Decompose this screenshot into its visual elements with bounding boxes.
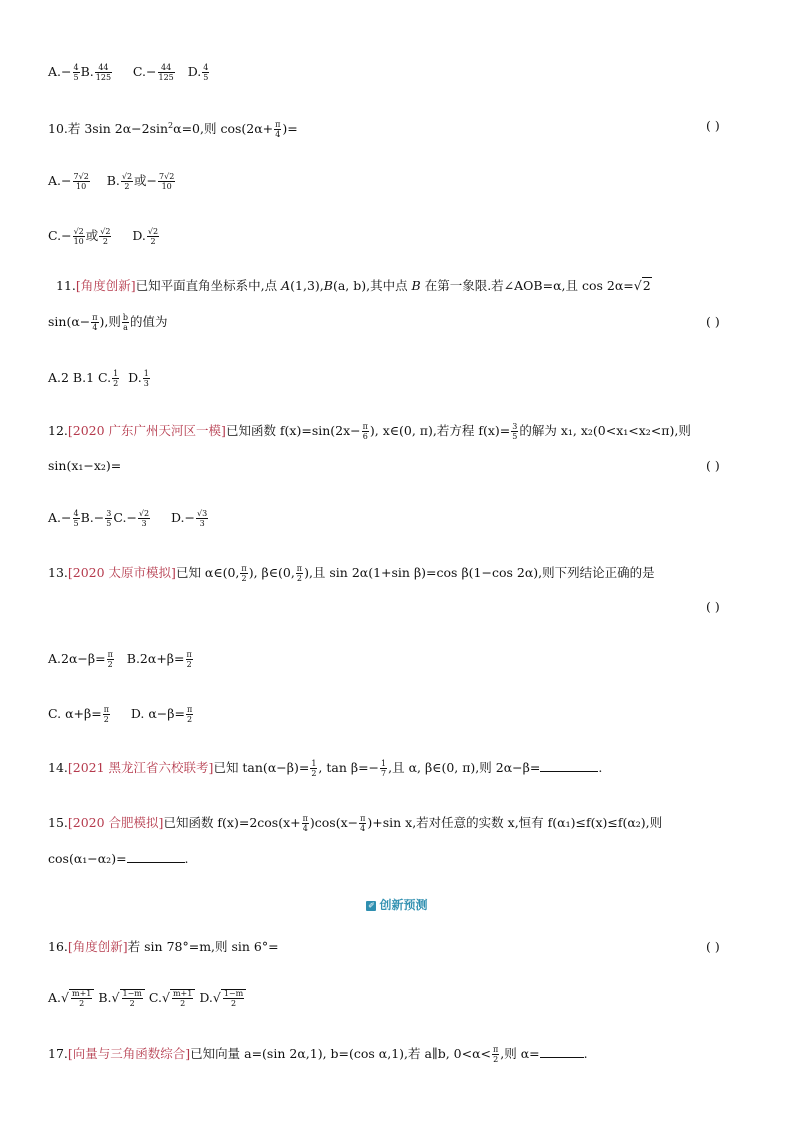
fraction: $\frac{4}{5}$: [73, 509, 79, 528]
q15-stem-line2: cos(α₁−α₂)= .: [48, 851, 189, 866]
q17-stem: 17.[向量与三角函数综合]已知向量 a=(sin 2α,1), b=(cos α,1),若 a∥b, 0<α< $\frac{\pi}{2}$ ,则 α= .: [48, 1045, 588, 1064]
fraction: $\frac{√2}{3}$: [138, 509, 150, 528]
q11-stem: 11.[角度创新]已知平面直角坐标系中,点 A(1,3),B(a, b),其中点 B 在第一象限.若∠AOB=α,且 cos 2α=√2: [56, 278, 651, 293]
fraction: $\frac{\pi}{6}$: [362, 422, 368, 441]
pencil-icon: ✐: [368, 900, 375, 910]
fraction: $\frac{\pi}{4}$: [302, 814, 308, 833]
question-tag: [向量与三角函数综合]: [67, 1046, 191, 1061]
q9-options: A.− $\frac{4}{5}$ B. $\frac{44}{125}$ C.− $\frac{44}{125}$ D. $\frac{4}{5}$: [48, 63, 209, 82]
q13-options-ab: A.2α−β= $\frac{\pi}{2}$ B.2α+β= $\frac{\pi}{2}$: [48, 650, 192, 669]
answer-blank[interactable]: [127, 850, 185, 863]
q12-stem: 12.[2020 广东广州天河区一模]已知函数 f(x)=sin(2x− $\frac{\pi}{6}$ ), x∈(0, π),若方程 f(x)= $\frac{3}{5}$ 的解为 x₁, x₂(0<x₁<x₂<π),则: [48, 422, 691, 441]
q14-stem: 14.[2021 黑龙江省六校联考]已知 tan(α−β)= $\frac{1}{2}$ , tan β=− $\frac{1}{7}$ ,且 α, β∈(0, π),则 2α−β= .: [48, 759, 603, 778]
q13-options-cd: C. α+β= $\frac{\pi}{2}$ D. α−β= $\frac{\pi}{2}$: [48, 705, 193, 724]
fraction: $\frac{1}{3}$: [143, 369, 149, 388]
fraction: $\frac{m+1}{2}$: [172, 989, 193, 1008]
question-tag: [2021 黑龙江省六校联考]: [67, 760, 214, 775]
fraction: $\frac{\pi}{2}$: [186, 650, 192, 669]
square-root: √2: [633, 278, 651, 293]
fraction: $\frac{44}{125}$: [95, 63, 112, 82]
question-tag: [2020 广东广州天河区一模]: [67, 423, 226, 438]
q12-stem-line2: sin(x₁−x₂)=: [48, 458, 122, 473]
fraction: $\frac{√2}{2}$: [121, 172, 133, 191]
fraction: $\frac{√2}{2}$: [147, 227, 159, 246]
question-tag: [角度创新]: [75, 278, 136, 293]
q13-answer-bracket: ( ): [706, 599, 720, 614]
fraction: $\frac{\pi}{2}$: [103, 705, 109, 724]
fraction: $\frac{7√2}{10}$: [73, 172, 89, 191]
fraction: $\frac{m+1}{2}$: [71, 989, 92, 1008]
q16-options: A.√ $\frac{m+1}{2}$ B.√ $\frac{1-m}{2}$ C.√ $\frac{m+1}{2}$ D.√ $\frac{1-m}{2}$: [48, 988, 246, 1008]
fraction: $\frac{44}{125}$: [158, 63, 174, 82]
question-tag: [角度创新]: [67, 939, 128, 954]
question-tag: [2020 合肥模拟]: [67, 815, 164, 830]
fraction: $\frac{\pi}{4}$: [360, 814, 366, 833]
q11-stem-line2: sin(α− $\frac{\pi}{4}$ ),则 $\frac{b}{a}$ 的值为: [48, 313, 168, 332]
answer-blank[interactable]: [540, 759, 598, 772]
fraction: $\frac{\pi}{2}$: [296, 564, 303, 583]
fraction: $\frac{1}{7}$: [381, 759, 387, 778]
fraction: $\frac{3}{5}$: [106, 509, 112, 528]
square-root: √ $\frac{1-m}{2}$: [213, 989, 246, 1005]
fraction: $\frac{\pi}{4}$: [92, 313, 98, 332]
fraction: $\frac{1-m}{2}$: [223, 989, 244, 1008]
q10-options-cd: C.− $\frac{√2}{10}$ 或 $\frac{√2}{2}$ D. $\frac{√2}{2}$: [48, 227, 159, 246]
fraction: $\frac{7√2}{10}$: [159, 172, 175, 191]
q16-stem: 16.[角度创新]若 sin 78°=m,则 sin 6°=: [48, 939, 279, 954]
fraction: $\frac{4}{5}$: [203, 63, 209, 82]
fraction: $\frac{\pi}{4}$: [275, 120, 281, 140]
q12-options: A.− $\frac{4}{5}$ B.− $\frac{3}{5}$ C.− $\frac{√2}{3}$ D.− $\frac{√3}{3}$: [48, 509, 208, 528]
fraction: $\frac{√2}{2}$: [100, 227, 111, 246]
question-tag: [2020 太原市模拟]: [67, 565, 176, 580]
fraction: $\frac{1}{2}$: [311, 759, 317, 778]
fraction: $\frac{√3}{3}$: [197, 509, 208, 528]
q16-answer-bracket: ( ): [706, 939, 720, 954]
fraction: $\frac{3}{5}$: [512, 422, 518, 441]
square-root: √ $\frac{m+1}{2}$: [162, 989, 195, 1005]
q10-stem: 10.若 3sin $2\alpha-2\sin^2\alpha=0$,则 cos(2α+ $\frac{\pi}{4}$ )=: [48, 120, 298, 140]
q15-stem: 15.[2020 合肥模拟]已知函数 f(x)=2cos(x+ $\frac{\pi}{4}$ )cos(x− $\frac{\pi}{4}$ )+sin x,若对任意的实数 x,恒有 f(α₁)≤f(x)≤f(α₂),则: [48, 814, 663, 833]
q13-stem: 13.[2020 太原市模拟]已知 α∈(0, $\frac{\pi}{2}$ ), β∈(0, $\frac{\pi}{2}$ ),且 sin 2α(1+sin β)=cos β(1−cos 2α),则下列结论正确的是: [48, 564, 655, 583]
answer-blank[interactable]: [540, 1045, 584, 1058]
q10-answer-bracket: ( ): [706, 118, 720, 133]
q11-answer-bracket: ( ): [706, 314, 720, 329]
fraction: $\frac{\pi}{2}$: [107, 650, 113, 669]
fraction: $\frac{\pi}{2}$: [186, 705, 193, 724]
q11-options: A.2 B.1 C. $\frac{1}{2}$ D. $\frac{1}{3}$: [48, 369, 149, 388]
q12-answer-bracket: ( ): [706, 458, 720, 473]
fraction: $\frac{b}{a}$: [122, 313, 129, 332]
fraction: $\frac{\pi}{2}$: [493, 1045, 499, 1064]
fraction: $\frac{1}{2}$: [113, 369, 119, 388]
fraction: $\frac{√2}{10}$: [73, 227, 84, 246]
section-header: [0, 895, 794, 915]
fraction: $\frac{1-m}{2}$: [122, 989, 142, 1008]
square-root: √ $\frac{m+1}{2}$: [61, 989, 94, 1005]
fraction: $\frac{4}{5}$: [73, 63, 79, 82]
q10-options-ab: A.− $\frac{7√2}{10}$ B. $\frac{√2}{2}$ 或− $\frac{7√2}{10}$: [48, 172, 175, 191]
fraction: $\frac{\pi}{2}$: [241, 564, 247, 583]
section-title: 创新预测: [379, 898, 428, 912]
square-root: √ $\frac{1-m}{2}$: [112, 989, 145, 1005]
